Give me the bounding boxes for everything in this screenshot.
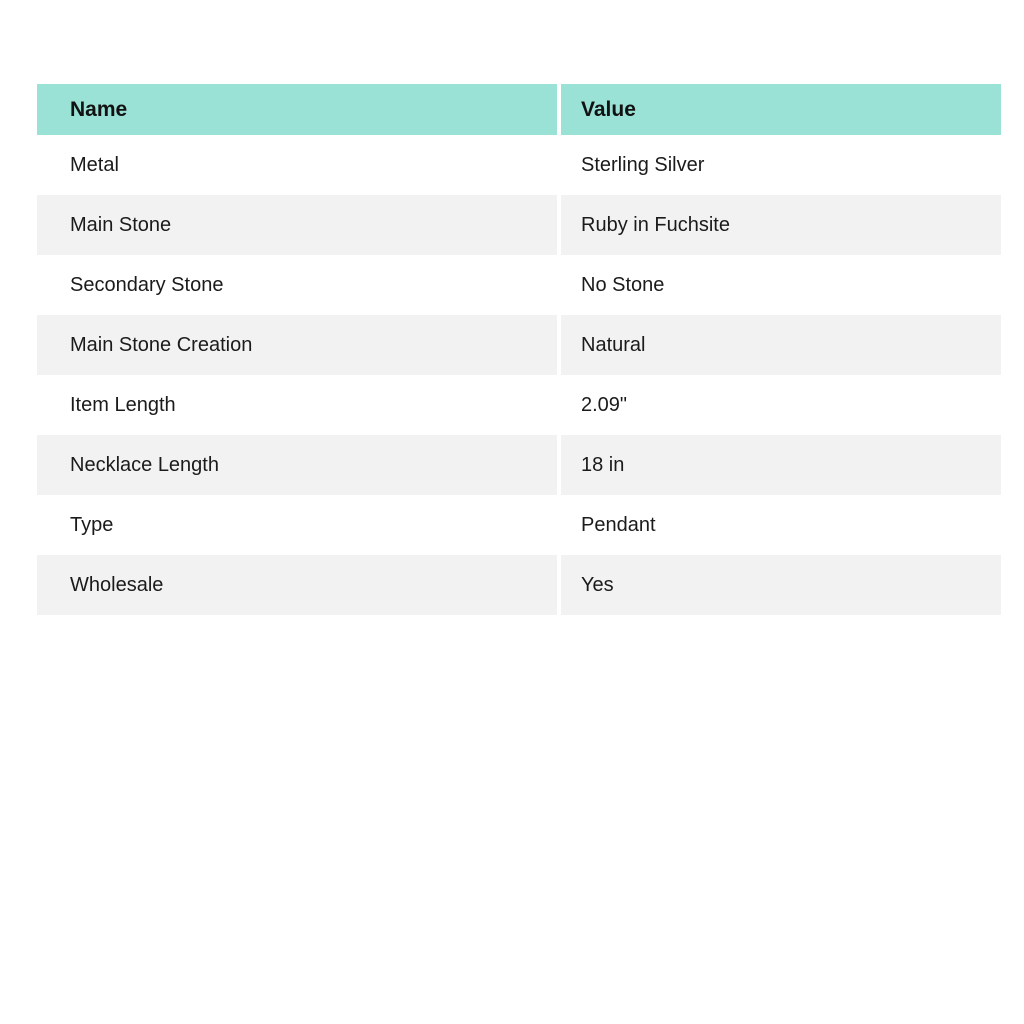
table-row: [37, 495, 1001, 555]
table-header-row: [37, 84, 1001, 135]
row-value-cell: No Stone: [561, 255, 1001, 315]
row-name-cell: Secondary Stone: [37, 255, 561, 315]
row-name-cell: Main Stone Creation: [37, 315, 561, 375]
row-value-cell: Yes: [561, 555, 1001, 615]
table-row: [37, 435, 1001, 495]
product-spec-table: [37, 84, 1001, 615]
row-value-cell: Sterling Silver: [561, 135, 1001, 195]
row-name-cell: Wholesale: [37, 555, 561, 615]
table-row: [37, 375, 1001, 435]
row-value-cell: Natural: [561, 315, 1001, 375]
row-value-cell: 2.09": [561, 375, 1001, 435]
row-name-cell: Necklace Length: [37, 435, 561, 495]
row-value-cell: Pendant: [561, 495, 1001, 555]
column-header-name: Name: [37, 84, 561, 135]
row-name-cell: Main Stone: [37, 195, 561, 255]
table-row: [37, 315, 1001, 375]
table-row: [37, 135, 1001, 195]
row-value-cell: 18 in: [561, 435, 1001, 495]
column-header-value: Value: [561, 84, 1001, 135]
row-name-cell: Metal: [37, 135, 561, 195]
table-row: [37, 555, 1001, 615]
table-row: [37, 255, 1001, 315]
row-name-cell: Type: [37, 495, 561, 555]
row-name-cell: Item Length: [37, 375, 561, 435]
table-row: [37, 195, 1001, 255]
row-value-cell: Ruby in Fuchsite: [561, 195, 1001, 255]
